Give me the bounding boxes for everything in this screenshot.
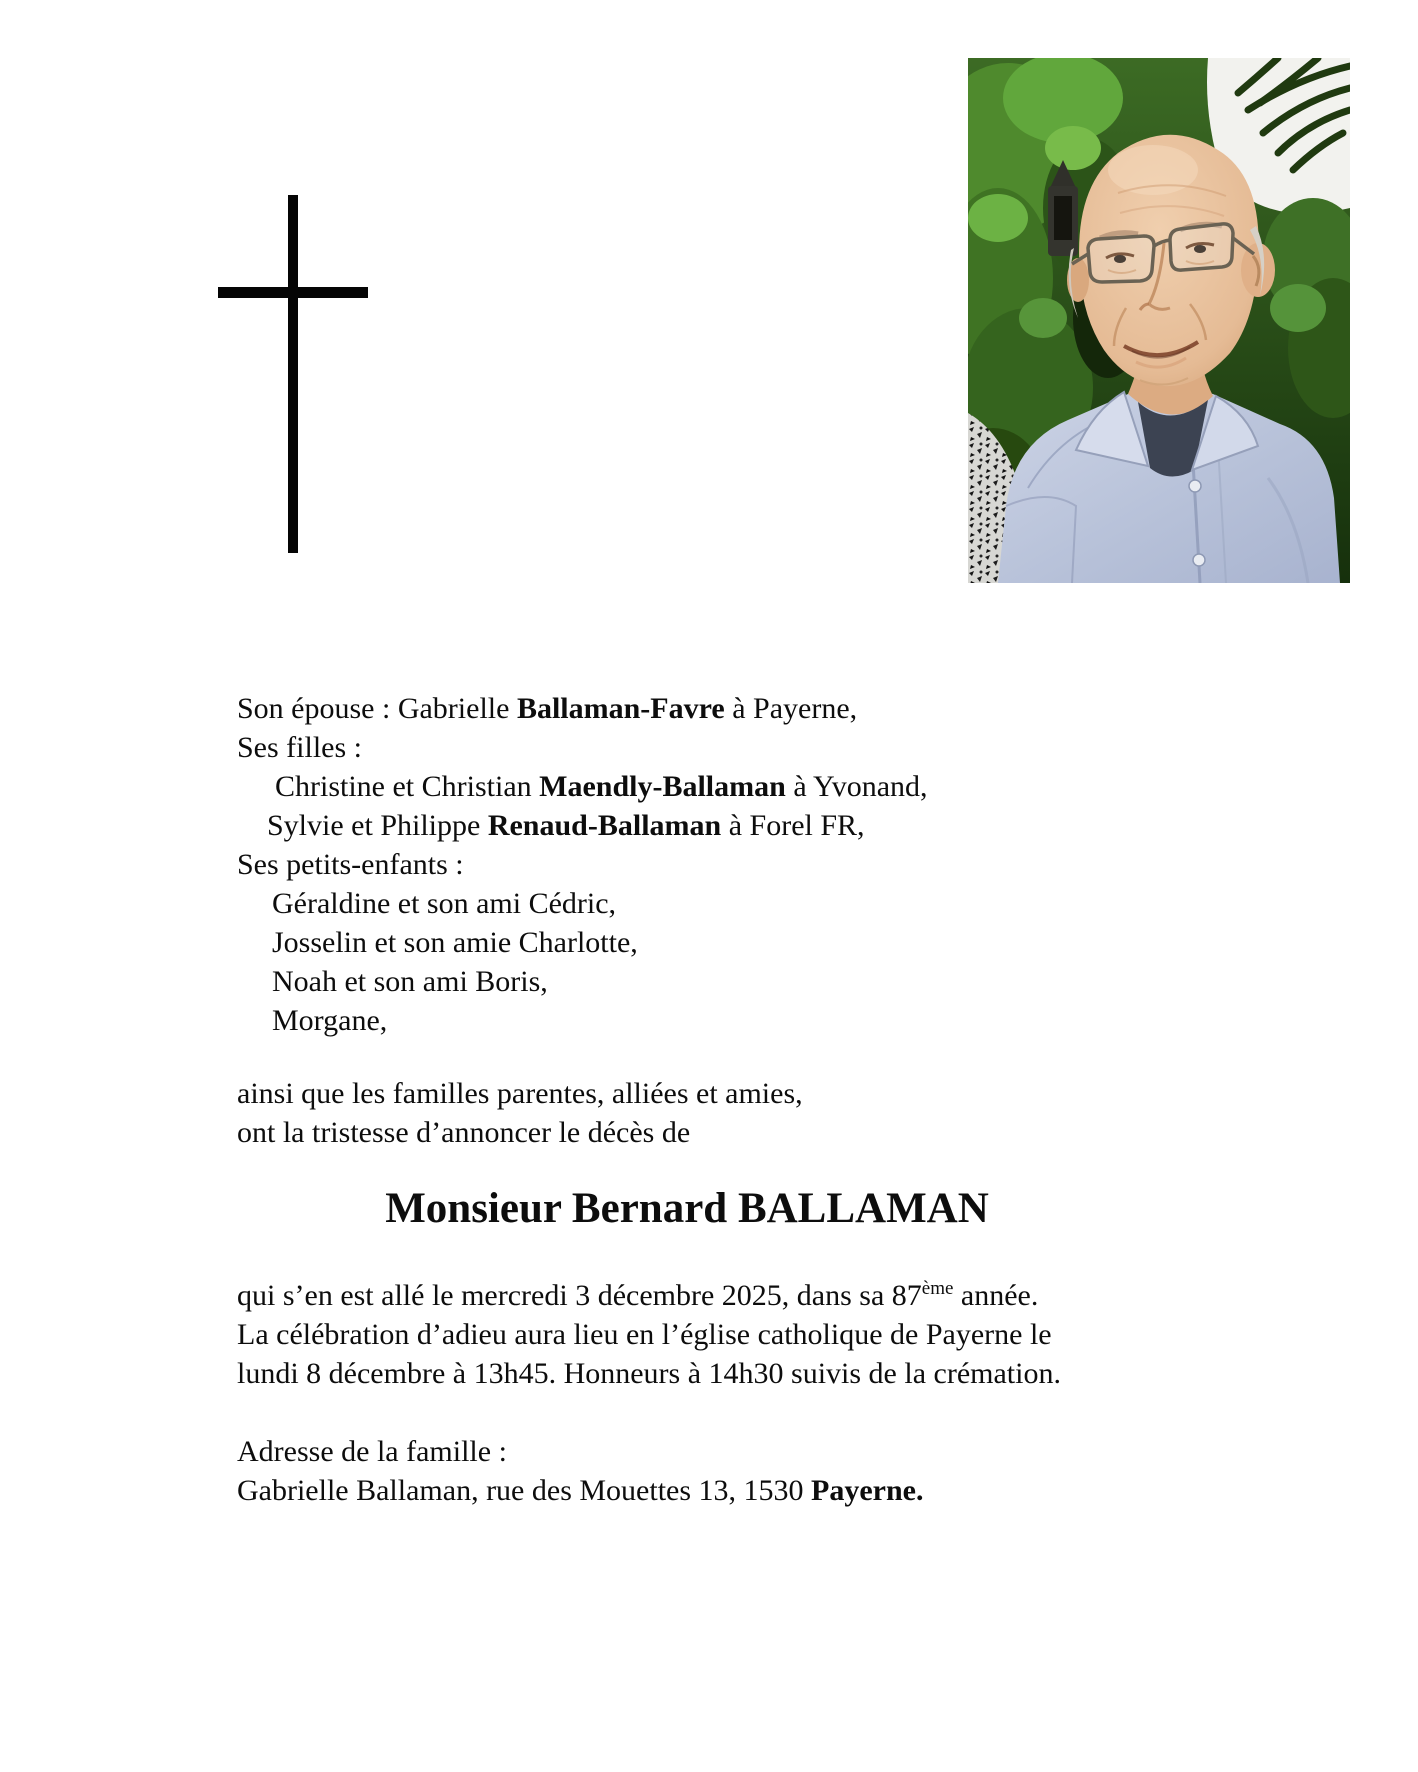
cross-vertical-bar — [288, 195, 298, 553]
line-grandchildren-label: Ses petits-enfants : — [237, 848, 464, 881]
line-daughters-label: Ses filles : — [237, 731, 362, 764]
spouse-name-bold: Ballaman-Favre — [516, 692, 725, 725]
daughter2-pre: Sylvie et Philippe — [267, 809, 488, 842]
line-address — [237, 1471, 923, 1510]
daughter1-pre: Christine et Christian — [275, 770, 540, 803]
cross-icon — [218, 195, 368, 553]
intro-block — [237, 1074, 803, 1152]
address-city-bold: Payerne. — [811, 1474, 924, 1507]
line-intro1: ainsi que les familles parentes, alliées et amies, — [237, 1077, 803, 1110]
portrait-photo-svg — [968, 58, 1350, 583]
daughter1-name-bold: Maendly-Ballaman — [539, 770, 786, 803]
daughter1-post: à Yvonand, — [785, 770, 928, 803]
details-block — [237, 1276, 1061, 1393]
portrait-photo — [968, 58, 1350, 583]
line-address-label: Adresse de la famille : — [237, 1435, 507, 1468]
line-grandchild2: Josselin et son amie Charlotte, — [272, 926, 638, 959]
death-post: année. — [953, 1279, 1039, 1312]
spouse-pre: Son épouse : Gabrielle — [237, 692, 517, 725]
deceased-name-title: Monsieur Bernard BALLAMAN — [385, 1185, 989, 1232]
line-grandchild3: Noah et son ami Boris, — [272, 965, 548, 998]
line-grandchild4: Morgane, — [272, 1004, 388, 1037]
address-block — [237, 1432, 923, 1510]
line-grandchild1: Géraldine et son ami Cédric, — [272, 887, 617, 920]
line-ceremony1: La célébration d’adieu aura lieu en l’église catholique de Payerne le — [237, 1318, 1052, 1351]
line-daughter2 — [237, 806, 928, 845]
line-spouse — [237, 689, 928, 728]
line-death — [237, 1276, 1061, 1315]
address-pre: Gabrielle Ballaman, rue des Mouettes 13, 1530 — [237, 1474, 812, 1507]
death-ordinal-sup: ème — [921, 1278, 954, 1299]
line-ceremony2: lundi 8 décembre à 13h45. Honneurs à 14h30 suivis de la crémation. — [237, 1357, 1061, 1390]
line-intro2: ont la tristesse d’annoncer le décès de — [237, 1116, 691, 1149]
cross-horizontal-bar — [218, 287, 368, 298]
daughter2-post: à Forel FR, — [721, 809, 865, 842]
line-daughter1 — [237, 767, 928, 806]
daughter2-name-bold: Renaud-Ballaman — [487, 809, 722, 842]
death-pre: qui s’en est allé le mercredi 3 décembre 2025, dans sa 87 — [237, 1279, 922, 1312]
family-block — [237, 689, 928, 1040]
spouse-post: à Payerne, — [724, 692, 858, 725]
